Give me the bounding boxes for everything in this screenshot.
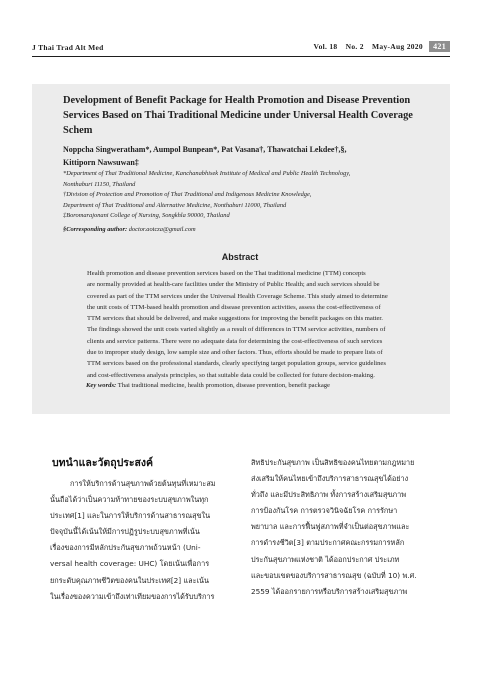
abstract-heading: Abstract	[221, 252, 259, 262]
body-line: การป้องกันโรค การตรวจวินิจฉัยโรค การรักษา	[251, 506, 398, 516]
body-line: สิทธิประกันสุขภาพ เป็นสิทธิของคนไทยตามกฎหมาย	[251, 458, 415, 467]
body-line: เรื่องของการมีหลักประกันสุขภาพถ้วนหน้า (Uni-	[50, 543, 201, 553]
running-header	[32, 40, 450, 57]
abstract-line: are normally provided at health-care facilities under the Ministry of Public Health; and such services should be	[87, 281, 380, 289]
abstract-line: the unit costs of TTM-based health promotion and disease prevention activities, assess the cost-effectiveness of	[87, 303, 381, 311]
body-line: ปัจจุบันนี้ได้เน้นให้มีการปฏิรูประบบสุขภาพที่เน้น	[50, 527, 200, 537]
journal-name: J Thai Trad Alt Med	[32, 43, 104, 52]
affiliation-line: †Division of Protection and Promotion of Thai Traditional and Indigenous Medicine Knowledge,	[63, 191, 312, 198]
body-line: ประกันสุขภาพแห่งชาติ ได้ออกประกาศ ประเภท	[251, 554, 400, 564]
affiliation-line: *Department of Thai Traditional Medicine, Kanchanabhisek Institute of Medical and Public Health Technology,	[63, 170, 351, 177]
abstract-paragraph	[63, 268, 418, 381]
body-line: ส่งเสริมให้คนไทยเข้าถึงบริการสาธารณสุขได้อย่าง	[251, 474, 409, 484]
body-column-right	[251, 455, 453, 600]
body-column-left	[50, 456, 252, 605]
body-line: พยาบาล และการฟื้นฟูสภาพที่จำเป็นต่อสุขภาพและ	[251, 522, 410, 532]
abstract-line: TTM services based on the professional standards, clearly specifying target population groups, service guidelines	[87, 360, 386, 368]
body-line: ในเรื่องของความเข้าถึงเท่าเทียมของการได้รับบริการ	[50, 591, 215, 601]
article-title: Development of Benefit Package for Health Promotion and Disease Prevention Services Based on Thai Traditional Medicine under Universal Health Coverage Schem	[63, 95, 413, 136]
abstract-line: covered as part of the TTM services under the Universal Health Coverage Scheme. This study aimed to determine	[87, 292, 388, 300]
corresponding-label: §Corresponding author:	[63, 225, 128, 233]
body-line: ยกระดับคุณภาพชีวิตของคนในประเทศ[2] และเน้น	[50, 575, 210, 585]
volume: Vol. 18	[313, 42, 338, 51]
issue-date: May-Aug 2020	[372, 42, 423, 51]
abstract-line: and cost-effectiveness analysis principles, so that suitable data could be collected for future decision-making.	[87, 371, 375, 379]
page-number: 421	[429, 41, 450, 52]
left-column-text	[50, 476, 252, 605]
authors-line-2: Kittiporn Nawsuwan‡	[63, 157, 139, 167]
affiliation-line: ‡Boromarajonani College of Nursing, Songkhla 90000, Thailand	[63, 212, 230, 219]
section-heading: บทนำและวัตถุประสงค์	[52, 457, 154, 469]
affiliation-line: Nonthaburi 11150, Thailand	[63, 180, 136, 188]
affiliations	[63, 169, 423, 235]
keywords	[86, 381, 416, 391]
body-line: นั้นถือได้ว่าเป็นความท้าทายของระบบสุขภาพในทุก	[50, 495, 209, 505]
body-line: ประเทศ[1] และในการให้บริการด้านสาธารณสุขใน	[50, 511, 211, 521]
affiliation-line: Department of Thai Traditional and Alternative Medicine, Nonthaburi 11000, Thailand	[63, 201, 287, 209]
keywords-text: Thai traditional medicine, health promotion, disease prevention, benefit package	[117, 382, 330, 389]
keywords-label: Key words:	[86, 382, 117, 389]
body-line: ทั่วถึง และมีประสิทธิภาพ ทั้งการสร้างเสริมสุขภาพ	[251, 490, 407, 500]
corresponding-email: doctor.aotcza@gmail.com	[128, 225, 196, 233]
body-line: versal health coverage: UHC) โดยเน้นเพื่อการ	[50, 559, 210, 569]
right-column-text	[251, 455, 453, 600]
abstract-line: clients and service patterns. There were no adequate data for determining the cost-effectiveness of such services	[87, 337, 383, 345]
body-line: การดำรงชีวิต[3] ตามประกาศคณะกรรมการหลัก	[251, 538, 405, 548]
corresponding-author	[63, 225, 423, 236]
abstract-line: The findings showed the unit costs varied slightly as a result of differences in TTM service activities, numbers of	[87, 326, 386, 334]
issue-info	[314, 41, 450, 52]
issue: No. 2	[345, 42, 364, 51]
abstract-line: due to improper study design, low sample size and other factors. Thus, efforts should be made to prepare lists of	[87, 349, 383, 357]
authors-line-1: Noppcha Singweratham*, Aumpol Bunpean*, Pat Vasana†, Thawatchai Lekdee†,§,	[63, 145, 347, 154]
author-list	[63, 144, 423, 169]
body-line: และขอบเขตของบริการสาธารณสุข (ฉบับที่ 10) พ.ศ.	[251, 570, 417, 580]
body-line: การให้บริการด้านสุขภาพด้วยต้นทุนที่เหมาะสม	[70, 479, 216, 488]
abstract-body	[63, 268, 418, 381]
abstract-line: TTM services that should be delivered, and make suggestions for improving the benefit packages on this matter.	[87, 315, 383, 323]
body-line: 2559 ได้ออกรายการหรือบริการสร้างเสริมสุขภาพ	[251, 586, 408, 596]
abstract-line: Health promotion and disease prevention services based on the Thai traditional medicine (TTM) concepts	[87, 270, 366, 277]
